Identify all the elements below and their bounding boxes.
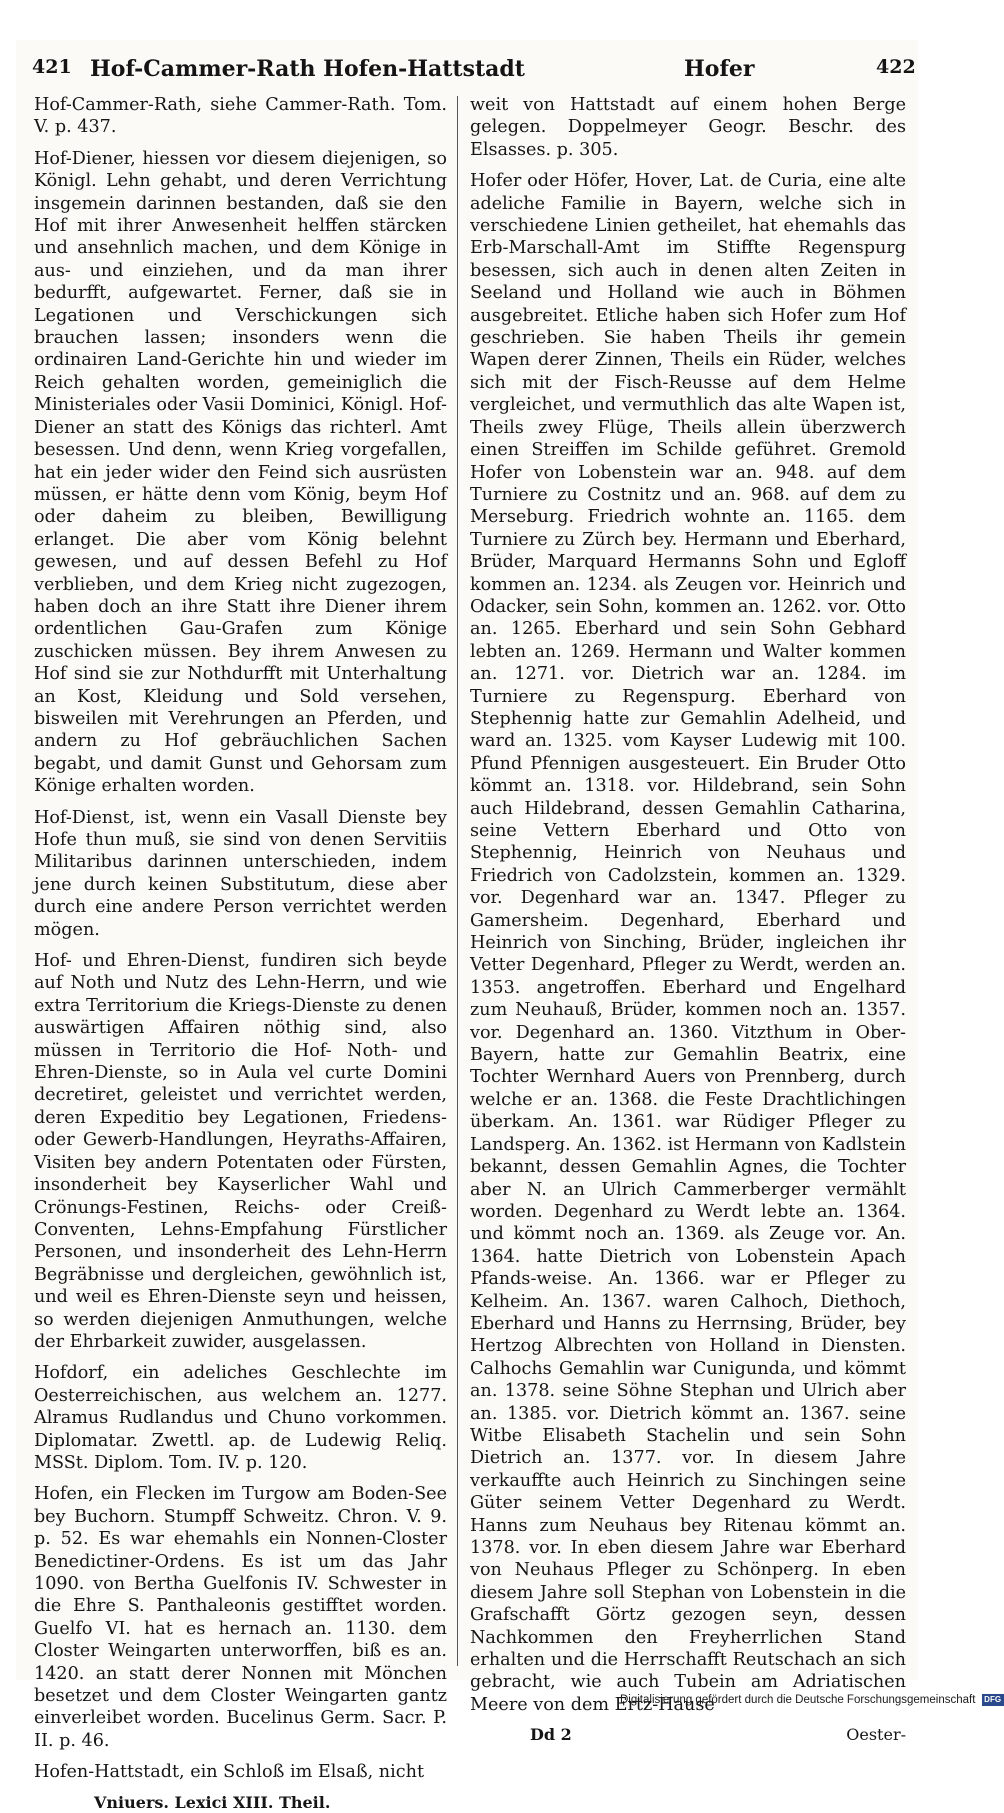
dfg-logo-icon: DFG [982, 1694, 1004, 1706]
entry-hof-dienst: Hof-Dienst, ist, wenn ein Vasall Dienste bey Hofe thun muß, sie sind von denen Servitiis Militaribus darinnen unterschieden, indem jene durch keinen Substitutum, diese aber durch eine andere Person verrichtet werden mögen. [34, 807, 447, 940]
entry-hofdorf: Hofdorf, ein adeliches Geschlechte im Oesterreichischen, aus welchem an. 1277. Alramus Rudlandus und Chuno vorkommen. Diplomatar. Zwettl. ap. de Ludewig Reliq. MSSt. Diplom. Tom. IV. p. 120. [34, 1363, 447, 1473]
signature-mark: Dd 2 [530, 1725, 572, 1745]
entry-hofer: Hofer oder Höfer, Hover, Lat. de Curia, eine alte adeliche Familie in Bayern, welche sich in verschiedene Linien getheilet, hat ehemahls das Erb-Marschall-Amt im Stiffte Regenspurg besessen, sich auch in denen alten Zeiten in Seeland und Holland wie auch in Böhmen ausgebreitet. Etliche haben sich Hofer zum Hof geschrieben. Sie haben Theils ihr gemein Wapen derer Zinnen, Theils ein Rüder, welches sich mit der Fisch-Reusse auf dem Helme vergleichet, und vermuthlich das alte Wapen ist, Theils zwey Flüge, Theils allein überzwerch einen Streiffen im Schilde geführet. Gremold Hofer von Lobenstein war an. 948. auf dem Turniere zu Costnitz und an. 968. auf dem zu Merseburg. Friedrich wohnte an. 1165. dem Turniere zu Zürch bey. Hermann und Eberhard, Brüder, Marquard Hermanns Sohn und Egloff kommen an. 1234. als Zeugen vor. Heinrich und Odacker, sein Sohn, kommen an. 1262. vor. Otto an. 1265. Eberhard und sein Sohn Gebhard lebten an. 1269. Hermann und Walter kommen an. 1271. vor. Dietrich war an. 1284. im Turniere zu Regenspurg. Eberhard von Stephennig hatte zur Gemahlin Adelheid, und ward an. 1325. vom Kayser Ludewig mit 100. Pfund Pfennigen ausgesteuert. Ein Bruder Otto kömmt an. 1318. vor. Hildebrand, sein Sohn auch Hildebrand, dessen Gemahlin Catharina, seine Vettern Eberhard und Otto von Stephennig, Heinrich von Neuhaus und Friedrich von Cadolzstein, kommen an. 1329. vor. Degenhard war an. 1347. Pfleger zu Gamersheim. Degenhard, Eberhard und Heinrich von Sinching, Brüder, ingleichen ihr Vetter Degenhard, Pfleger zu Werdt, werden an. 1353. angetroffen. Eberhard und Engelhard zum Neuhauß, Brüder, kommen noch an. 1357. vor. Degenhard an. 1360. Vitzthum in Ober-Bayern, hatte zur Gemahlin Beatrix, eine Tochter Wernhard Auers von Prennberg, durch welche er an. 1368. die Feste Drachtlichingen überkam. An. 1361. war Rüdiger Pfleger zu Landsperg. An. 1362. ist Hermann von Kadlstein bekannt, dessen Gemahlin Agnes, die Tochter aber N. an Ulrich Cammerberger vermählt worden. Degenhard zu Werdt lebte an. 1364. und kömmt noch an. 1369. als Zeuge vor. An. 1364. hatte Dietrich von Lobenstein Apach Pfands-weise. An. 1366. war er Pfleger zu Kelheim. An. 1367. waren Calhoch, Diethoch, Eberhard und Hanns zu Herrnsing, Brüder, bey Hertzog Albrechten von Holland in Diensten. Calhochs Gemahlin war Cunigunda, und kömmt an. 1378. seine Söhne Stephan und Ulrich aber an. 1385. vor. Dietrich kömmt an. 1367. seine Witbe Elisabeth Stachelin und sein Sohn Dietrich an. 1377. vor. In diesem Jahre verkauffte auch Heinrich zu Sinchingen seine Güter seinem Vetter Degenhard zu Werdt. Hanns zum Neuhaus bey Ritenau kömmt an. 1378. vor. In eben diesem Jahre war Eberhard von Neuhaus Pfleger zu Schönperg. In eben diesem Jahre soll Stephan von Lobenstein in die Grafschafft Görtz gezogen seyn, dessen Nachkommen den Freyherrlichen Stand erhalten und die Herrschafft Reutschach an sich gebracht, wie auch Tubein am Adriatischen Meere von dem Ertz-Hause [470, 171, 906, 1715]
right-footer [470, 1725, 906, 1745]
header-title-right: Hofer [684, 56, 755, 82]
header-title-left: Hof-Cammer-Rath Hofen-Hattstadt [90, 56, 525, 82]
credit-text: Digitalisierung gefördert durch die Deutsche Forschungsgemeinschaft [620, 1694, 976, 1707]
entry-hof-cammer-rath: Hof-Cammer-Rath, siehe Cammer-Rath. Tom. V. p. 437. [34, 95, 447, 138]
running-header [26, 52, 918, 88]
left-column [34, 94, 447, 1812]
page-number-right: 422 [876, 56, 916, 78]
entry-hof-diener: Hof-Diener, hiessen vor diesem diejenigen, so Königl. Lehn gehabt, und deren Verrichtung insgemein darinnen bestanden, daß sie den Hof mit ihrer Anwesenheit helffen stärcken und ansehnlich machen, und dem Könige in aus- und einziehen, und da man ihrer bedurfft, aufgewartet. Ferner, daß sie in Legationen und Verschickungen sich brauchen lassen; insonders wenn die ordinairen Land-Gerichte hin und wieder im Reich gehalten worden, gemeiniglich die Ministeriales oder Vasii Dominici, Königl. Hof-Diener an statt des Königs das richterl. Amt besessen. Und denn, wenn Krieg vorgefallen, hat ein jeder wider den Feind sich ausrüsten müssen, er hätte denn vom König, beym Hof oder daheim zu bleiben, Bewilligung erlanget. Die aber vom König belehnt gewesen, und auf dessen Befehl zu Hof verblieben, und dem Krieg nicht zugezogen, haben doch an ihre Statt ihre Diener ihrem ordentlichen Gau-Grafen zum Könige zuschicken müssen. Bey ihrem Anwesen zu Hof sind sie zur Nothdurfft mit Unterhaltung an Kost, Kleidung und Sold versehen, bisweilen mit Verehrungen an Pferden, und andern zu Hof gebräuchlichen Sachen begabt, und damit Gunst und Gehorsam zum Könige erhalten worden. [34, 148, 447, 797]
digitization-credit [620, 1694, 1000, 1712]
entry-hof-und-ehren-dienst: Hof- und Ehren-Dienst, fundiren sich beyde auf Noth und Nutz des Lehn-Herrn, und wie extra Territorium die Kriegs-Dienste zu denen auswärtigen Affairen nöthig sind, also müssen in Territorio die Hof- Noth- und Ehren-Dienste, so in Aula vel curte Domini decretiret, geleistet und verrichtet werden, deren Expeditio bey Legationen, Friedens- oder Gewerb-Handlungen, Heyraths-Affairen, Visiten bey andern Potentaten oder Fürsten, insonderheit bey Kayserlicher Wahl und Crönungs-Festinen, Reichs- oder Creiß-Conventen, Lehns-Empfahung Fürstlicher Personen, und insonderheit des Lehn-Herrn Begräbnisse und dergleichen, gewöhnlich ist, und weil es Ehren-Dienste seyn und heissen, so werden diejenigen Anmuthungen, welche der Ehrbarkeit zuwider, ausgelassen. [34, 951, 447, 1352]
entry-hofen: Hofen, ein Flecken im Turgow am Boden-See bey Buchorn. Stumpff Schweitz. Chron. V. 9. p. 52. Es war ehemahls ein Nonnen-Closter Benedictiner-Ordens. Es ist um das Jahr 1090. von Bertha Guelfonis IV. Schwester in die Ehre S. Panthaleonis gestifftet worden. Guelfo VI. hat es hernach an. 1130. dem Closter Weingarten unterworffen, biß es an. 1420. an statt derer Nonnen mit Mönchen besetzet und dem Closter Weingarten gantz einverleibet worden. Bucelinus Germ. Sacr. P. II. p. 46. [34, 1484, 447, 1751]
left-footer [34, 1793, 447, 1813]
column-divider [457, 96, 458, 1666]
catchword: Oester- [846, 1725, 906, 1745]
page-number-left: 421 [32, 56, 72, 78]
entry-hofen-hattstadt: Hofen-Hattstadt, ein Schloß im Elsaß, nicht [34, 1762, 425, 1783]
entry-hofen-hattstadt-continued: weit von Hattstadt auf einem hohen Berge gelegen. Doppelmeyer Geogr. Beschr. des Elsasses. p. 305. [470, 95, 906, 160]
volume-signature: Vniuers. Lexici XIII. Theil. [94, 1792, 331, 1812]
